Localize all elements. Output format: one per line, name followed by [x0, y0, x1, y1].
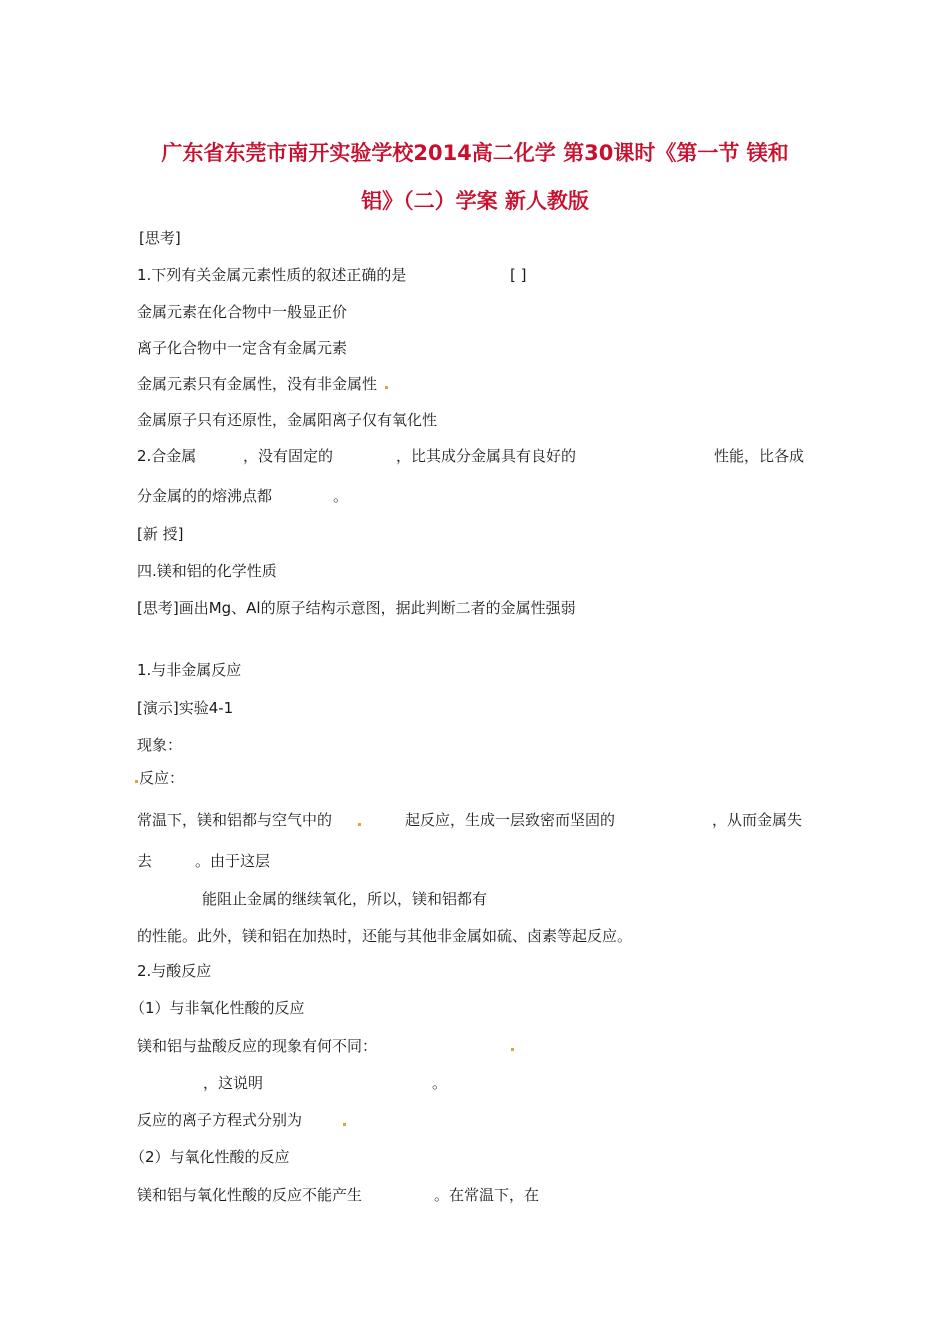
section-4-heading: 四.镁和铝的化学性质 [137, 562, 277, 580]
paragraph-2-a: 镁和铝与盐酸反应的现象有何不同： [137, 1037, 378, 1055]
question-2-line-2a: 分金属的的熔沸点都 [137, 487, 273, 505]
new-lesson-heading: [新 授] [137, 525, 184, 543]
ionic-equation-prompt: 反应的离子方程式分别为 [137, 1111, 303, 1129]
paragraph-1-f: 能阻止金属的继续氧化，所以，镁和铝都有 [202, 890, 488, 908]
think-heading: [思考] [139, 229, 181, 247]
question-1-option-3: 金属元素只有金属性，没有非金属性 [137, 375, 378, 393]
phenomenon-label: 现象： [137, 736, 183, 754]
question-1-option-2: 离子化合物中一定含有金属元素 [137, 339, 348, 357]
subsection-2-2-heading: （2）与氧化性酸的反应 [130, 1148, 290, 1166]
question-2-part-1: 2.合金属 [137, 447, 197, 465]
stray-dot [385, 386, 388, 389]
question-1-bracket: [ ] [510, 266, 527, 284]
paragraph-3-a: 镁和铝与氧化性酸的反应不能产生 [137, 1186, 363, 1204]
subsection-2-heading: 2.与酸反应 [137, 962, 212, 980]
paragraph-1-d: 去 [137, 852, 153, 870]
paragraph-1-a: 常温下，镁和铝都与空气中的 [137, 811, 333, 829]
stray-dot [358, 823, 361, 826]
question-2-line-2b: 。 [333, 487, 349, 505]
title-line-1: 广东省东莞市南开实验学校2014高二化学 第30课时《第一节 镁和 [161, 141, 789, 165]
paragraph-1-e: 。由于这层 [195, 852, 271, 870]
paragraph-1-c: ，从而金属失 [712, 811, 803, 829]
question-1-option-1: 金属元素在化合物中一般显正价 [137, 303, 348, 321]
subsection-1-heading: 1.与非金属反应 [137, 661, 242, 679]
paragraph-1-b: 起反应，生成一层致密而坚固的 [405, 811, 616, 829]
stray-dot [135, 780, 138, 783]
paragraph-3-b: 。在常温下，在 [434, 1186, 540, 1204]
paragraph-2-c: 。 [432, 1074, 448, 1092]
question-2-part-3: ，比其成分金属具有良好的 [396, 447, 577, 465]
think-prompt-2: [思考]画出Mg、Al的原子结构示意图，据此判断二者的金属性强弱 [137, 599, 576, 617]
question-1-option-4: 金属原子只有还原性，金属阳离子仅有氧化性 [137, 411, 438, 429]
subsection-2-1-heading: （1）与非氧化性酸的反应 [130, 999, 305, 1017]
paragraph-1-g: 的性能。此外，镁和铝在加热时，还能与其他非金属如硫、卤素等起反应。 [137, 927, 633, 945]
question-1-stem: 1.下列有关金属元素性质的叙述正确的是 [137, 266, 407, 284]
question-2-part-4: 性能，比各成 [714, 447, 805, 465]
reaction-label: 反应： [139, 769, 185, 787]
title-line-2: 铝》（二）学案 新人教版 [361, 189, 589, 213]
paragraph-2-b: ，这说明 [203, 1074, 264, 1092]
stray-dot [343, 1123, 346, 1126]
demo-label: [演示]实验4-1 [137, 699, 234, 717]
question-2-part-2: ，没有固定的 [243, 447, 334, 465]
stray-dot [511, 1048, 514, 1051]
